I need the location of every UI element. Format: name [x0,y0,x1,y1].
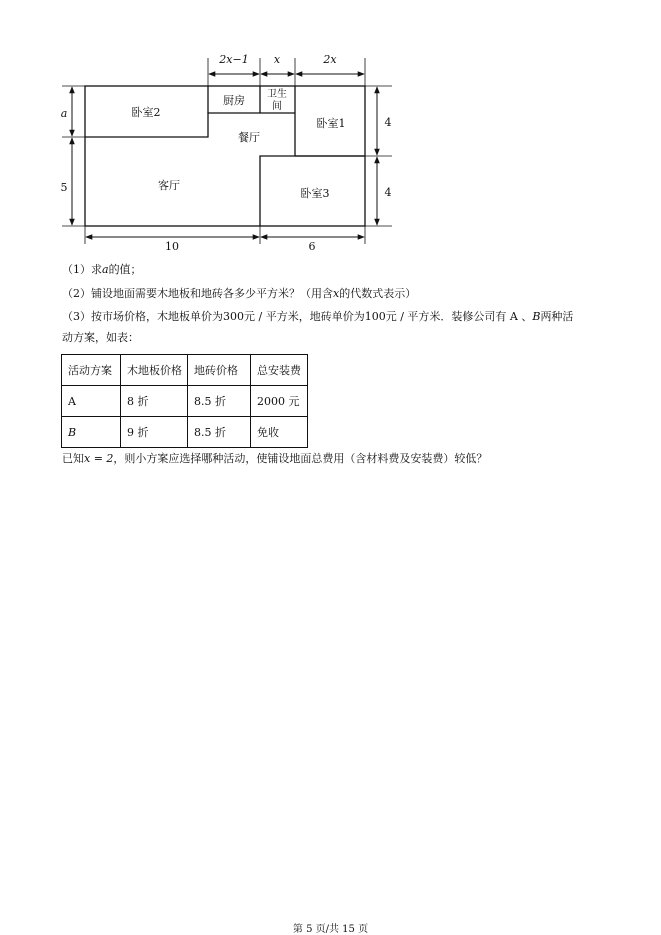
table-cell: B [62,417,121,448]
question-1 [62,263,142,277]
room-bathroom-line1: 卫生 [267,89,287,100]
table-header-cell: 活动方案 [62,355,121,386]
q3-final-suffix: ，则小方案应选择哪种活动，使铺设地面总费用（含材料费及安装费）较低？ [113,452,488,465]
table-header-cell: 总安装费 [251,355,308,386]
dim-right-2: 4 [384,186,392,199]
dim-top-1: 2x−1 [219,53,249,66]
table-header-cell: 木地板价格 [121,355,188,386]
q3-text-a: （3）按市场价格，木地板单价为 [62,310,223,323]
table-cell: 2000 元 [251,386,308,417]
q3-text-b: 元 / 平方米，地砖单价为 [244,310,365,323]
q1-prefix: （1）求 [62,263,102,276]
q3-text-c: 元 / 平方米．装修公司有 A 、 [385,310,533,323]
activity-table [61,354,308,448]
room-living: 客厅 [158,179,180,192]
table-header-row [62,355,308,386]
q2-prefix: （2）铺设地面需要木地板和地砖各多少平方米？（用含 [62,287,333,300]
dim-left-1: a [60,107,68,120]
room-dining: 餐厅 [238,131,260,144]
question-3-final [62,452,487,466]
room-bedroom1: 卧室1 [316,117,346,130]
table-cell: 免收 [251,417,308,448]
dim-left-2: 5 [60,181,68,194]
room-bedroom3: 卧室3 [300,187,330,200]
dim-bottom-1: 10 [165,240,179,253]
q3-price-tile: 100 [364,310,386,323]
table-cell: 8.5 折 [188,417,251,448]
table-cell: A [62,386,121,417]
q1-var: a [102,263,109,276]
q3-text-d: 两种活 [540,310,574,323]
dim-right-1: 4 [384,116,392,129]
table-row [62,386,308,417]
dim-top-2: x [273,53,281,66]
table-header-cell: 地砖价格 [188,355,251,386]
room-kitchen: 厨房 [223,94,245,107]
q2-var: x [333,287,340,300]
question-2 [62,287,416,301]
room-bedroom2: 卧室2 [131,106,161,119]
floor-plan-figure [0,0,661,260]
table-row [62,417,308,448]
q3-final-equation: x = 2 [84,452,114,465]
question-3-line1 [62,310,573,324]
table-cell: 9 折 [121,417,188,448]
walls [85,86,365,226]
q3-price-wood: 300 [223,310,244,323]
page-footer: 第 5 页/共 15 页 [292,924,369,935]
question-3-line2: 动方案，如表： [62,331,139,344]
table-cell: 8.5 折 [188,386,251,417]
q1-suffix: 的值； [108,263,142,276]
room-bathroom-line2: 间 [272,101,282,112]
table-cell: 8 折 [121,386,188,417]
dim-bottom-2: 6 [308,240,316,253]
q3-plan-b: B [532,310,541,323]
dim-top-3: 2x [323,53,337,66]
q2-suffix: 的代数式表示） [339,287,417,300]
q3-final-prefix: 已知 [62,452,84,465]
